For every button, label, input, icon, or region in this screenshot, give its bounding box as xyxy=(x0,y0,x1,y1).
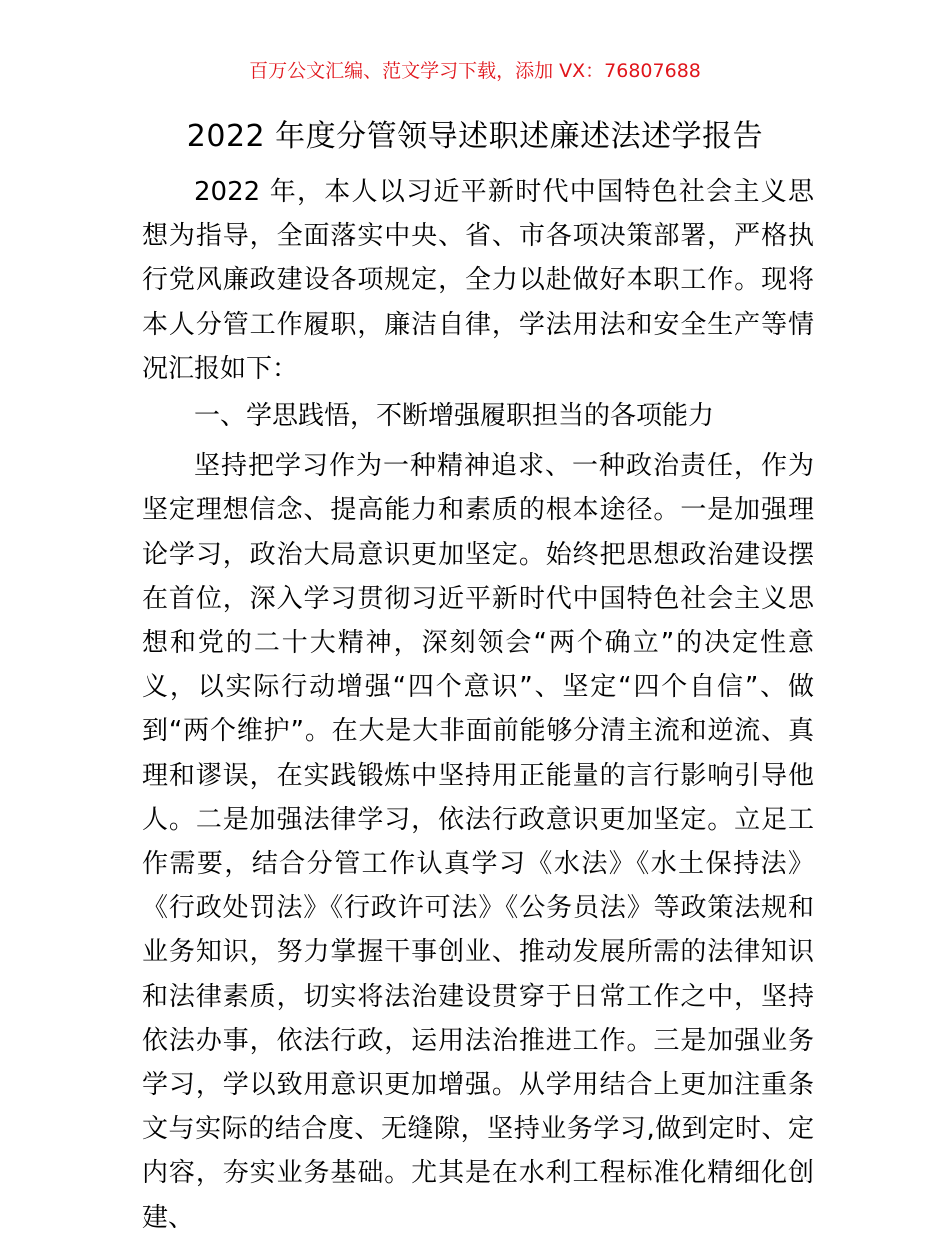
watermark-banner: 百万公文汇编、范文学习下载，添加 VX：76807688 xyxy=(249,60,701,82)
document-body xyxy=(142,170,814,1240)
document-title: 2022 年度分管领导述职述廉述法述学报告 xyxy=(186,119,764,154)
intro-paragraph: 2022 年，本人以习近平新时代中国特色社会主义思想为指导，全面落实中央、省、市各项决策部署，严格执行党风廉政建设各项规定，全力以赴做好本职工作。现将本人分管工作履职，廉洁自律，学法用法和安全生产等情况汇报如下： xyxy=(142,177,814,384)
body-paragraph: 坚持把学习作为一种精神追求、一种政治责任，作为坚定理想信念、提高能力和素质的根本途径。一是加强理论学习，政治大局意识更加坚定。始终把思想政治建设摆在首位，深入学习贯彻习近平新时代中国特色社会主义思想和党的二十大精神，深刻领会“两个确立”的决定性意义，以实际行动增强“四个意识”、坚定“四个自信”、做到“两个维护”。在大是大非面前能够分清主流和逆流、真理和谬误，在实践锻炼中坚持用正能量的言行影响引导他人。二是加强法律学习，依法行政意识更加坚定。立足工作需要，结合分管工作认真学习《水法》《水土保持法》《行政处罚法》《行政许可法》《公务员法》等政策法规和业务知识，努力掌握干事创业、推动发展所需的法律知识和法律素质，切实将法治建设贯穿于日常工作之中，坚持依法办事，依法行政，运用法治推进工作。三是加强业务学习，学以致用意识更加增强。从学用结合上更加注重条文与实际的结合度、无缝隙，坚持业务学习,做到定时、定内容，夯实业务基础。尤其是在水利工程标准化精细化创建、 xyxy=(142,451,814,1233)
section-heading: 一、学思践悟，不断增强履职担当的各项能力 xyxy=(194,401,715,432)
